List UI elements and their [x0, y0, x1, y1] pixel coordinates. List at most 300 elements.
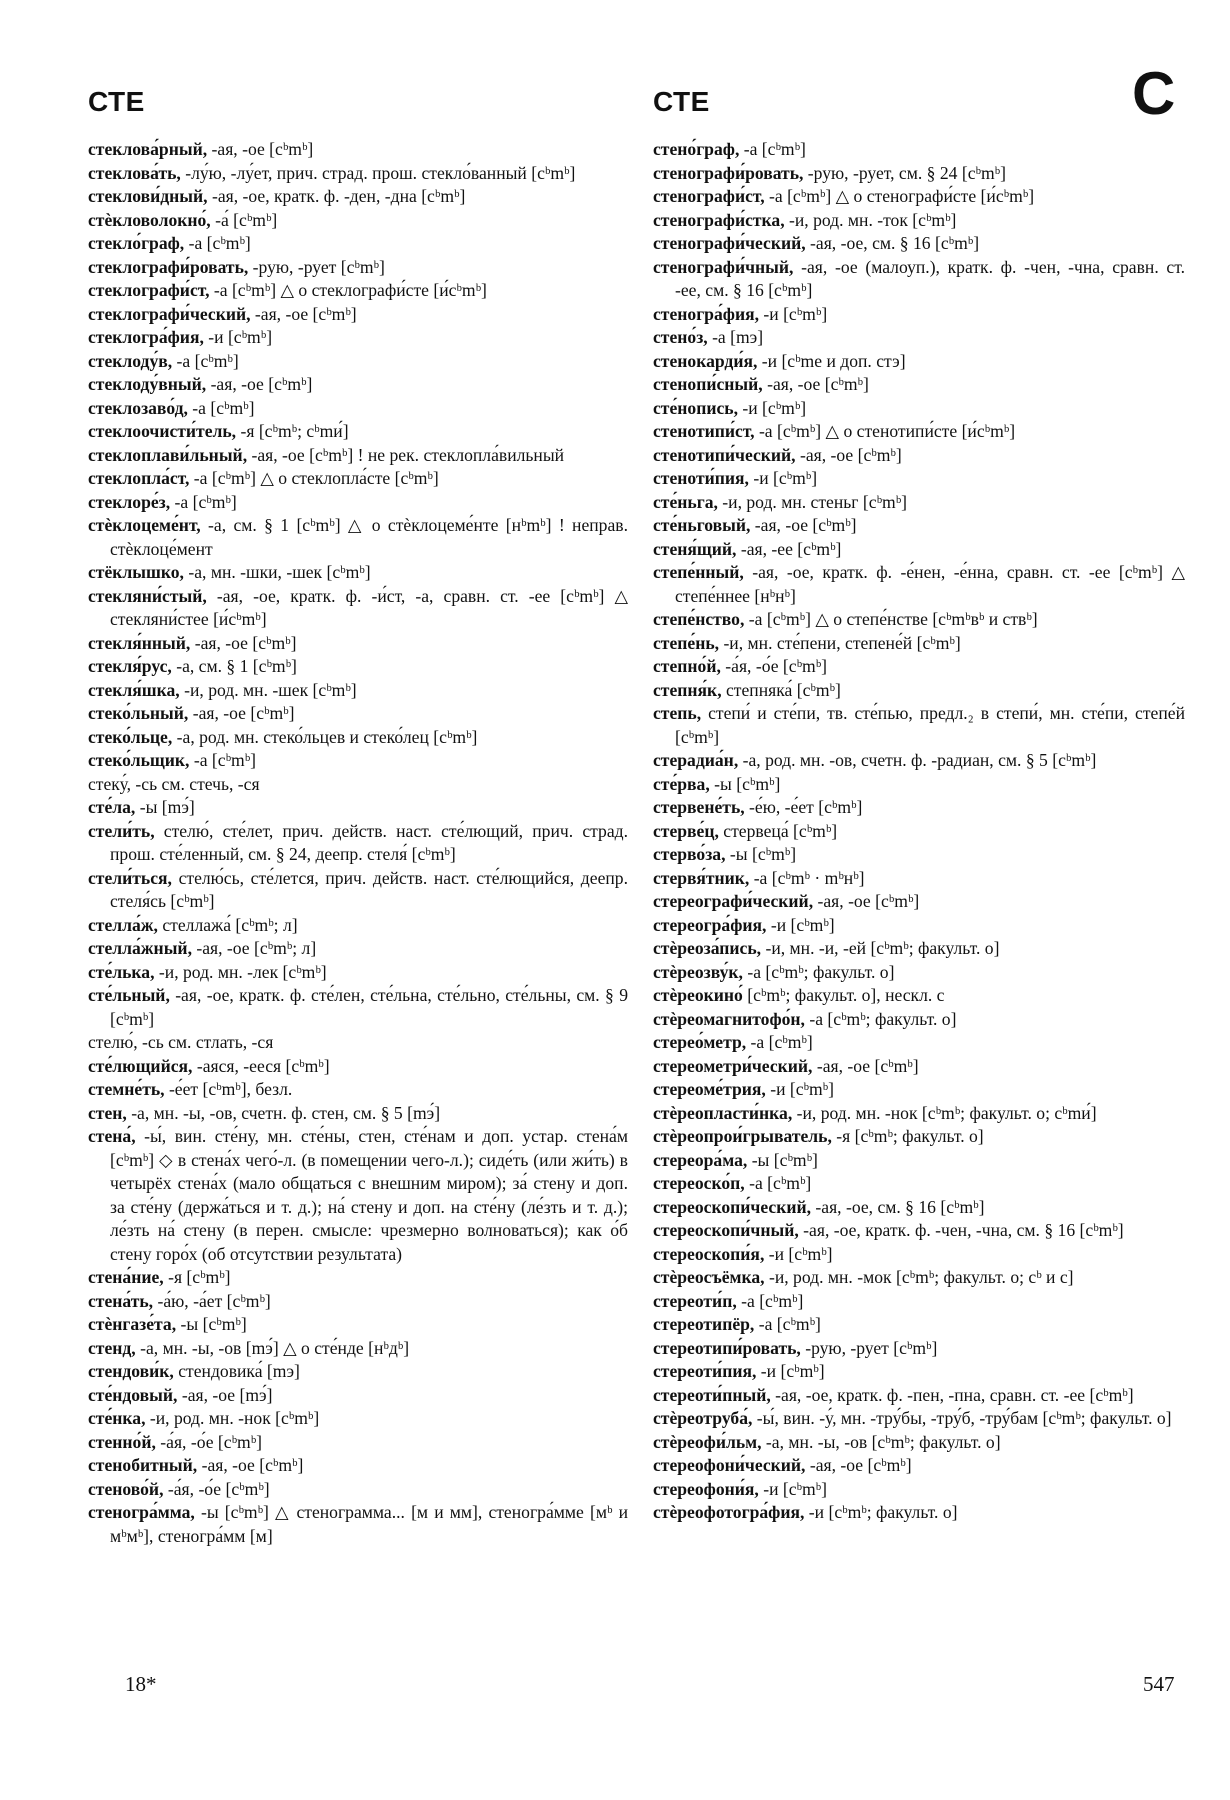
entry-body: -а́ [cᵇmᵇ]: [210, 209, 278, 230]
entry-headword: стереометри́ческий,: [653, 1055, 813, 1076]
entry-headword: стереора́ма,: [653, 1149, 748, 1170]
entry-body: -ая, -ое [cᵇmᵇ]: [812, 1055, 919, 1076]
entry-body: -ы [cᵇmᵇ] △ стенограмма... [м и мм], стеногра́мме [мᵇ и мᵇмᵇ], стеногра́мм [м]: [110, 1502, 628, 1546]
dictionary-entry: [88, 350, 628, 374]
entry-body: -ая, -ое [cᵇmᵇ]: [188, 703, 295, 723]
dictionary-entry: [88, 773, 628, 797]
dictionary-entry: [653, 538, 1185, 562]
entry-headword: стереоскопи́я,: [653, 1243, 765, 1264]
entry-headword: стѐреозву́к,: [653, 961, 743, 982]
entry-headword: стереотипи́ровать,: [653, 1337, 801, 1358]
dictionary-entry: [88, 1407, 628, 1431]
dictionary-entry: [653, 232, 1185, 256]
entry-body: -а [cᵇmᵇ; факульт. о]: [742, 961, 895, 982]
entry-body: -лу́ю, -лу́ет, прич. страд. прош. стекло́ванный [cᵇmᵇ]: [180, 162, 576, 183]
dictionary-entry: [88, 444, 628, 468]
entry-headword: стекляни́стый,: [88, 585, 207, 606]
entry-headword: стѐреофи́льм,: [653, 1431, 762, 1452]
entry-headword: стервя́тник,: [653, 867, 750, 888]
dictionary-entry: [653, 1266, 1185, 1290]
dictionary-entry: [88, 420, 628, 444]
entry-headword: стемне́ть,: [88, 1079, 165, 1099]
dictionary-entry: [653, 350, 1185, 374]
entry-body: -ы́, вин. -у́, мн. -тру́бы, -тру́б, -тру́бам [cᵇmᵇ; факульт. о]: [752, 1408, 1172, 1428]
dictionary-entry: [653, 1031, 1185, 1055]
entry-body: стелю́, сте́лет, прич. действ. наст. сте́лющий, прич. страд. прош. сте́ленный, см. § 24, деепр. стеля́ [cᵇmᵇ]: [110, 820, 628, 864]
entry-body: -и, мн. сте́пени, степене́й [cᵇmᵇ]: [719, 632, 961, 653]
entry-headword: стереоско́п,: [653, 1173, 745, 1193]
dictionary-entry: [653, 326, 1185, 350]
entry-headword: стеко́льный,: [88, 703, 189, 723]
dictionary-entry: [653, 843, 1185, 867]
entry-headword: степно́й,: [653, 656, 721, 676]
entry-headword: стѐнгазе́та,: [88, 1314, 177, 1334]
dictionary-entry: [88, 1266, 628, 1290]
entry-headword: стекло́граф,: [88, 233, 185, 253]
entry-body: -и [cᵇmᵇ]: [758, 1478, 827, 1499]
entry-headword: стен,: [88, 1102, 127, 1123]
dictionary-entry: [88, 373, 628, 397]
entry-body: -а, мн. -ы, -ов [mэ́] △ о сте́нде [нᵇдᵇ]: [135, 1337, 410, 1358]
dictionary-entry: [88, 514, 628, 561]
dictionary-entry: [88, 232, 628, 256]
entry-body: -ая, -ое [cᵇmᵇ]: [750, 515, 857, 535]
entry-headword: стеклоду́в,: [88, 350, 173, 371]
entry-headword: стеко́льце,: [88, 726, 173, 747]
entry-headword: стенографи́стка,: [653, 209, 785, 230]
dictionary-entry: [88, 1478, 628, 1502]
dictionary-entry: [653, 491, 1185, 515]
entry-body: -а, мн. -шки, -шек [cᵇmᵇ]: [183, 562, 371, 582]
entry-headword: стелла́жный,: [88, 938, 192, 958]
dictionary-entry: [88, 326, 628, 350]
entry-body: -ая, -ое [mэ́]: [177, 1384, 273, 1405]
left-column: [88, 138, 628, 1548]
entry-body: -а, род. мн. -ов, счетн. ф. -радиан, см. § 5 [cᵇmᵇ]: [738, 750, 1097, 770]
entry-headword: сте́рва,: [653, 773, 710, 794]
entry-headword: стелла́ж,: [88, 914, 158, 935]
dictionary-entry: [653, 961, 1185, 985]
page-number: 547: [1143, 1672, 1175, 1696]
entry-body: -и, род. мн. -лек [cᵇmᵇ]: [154, 961, 327, 982]
dictionary-entry: [88, 702, 628, 726]
entry-body: -а́я, -о́е [cᵇmᵇ]: [163, 1478, 270, 1499]
dictionary-entry: [88, 1337, 628, 1361]
entry-headword: стеклова́ть,: [88, 162, 181, 183]
entry-body: -и [cᵇmᵇ]: [765, 1079, 834, 1099]
entry-headword: стереофони́я,: [653, 1478, 759, 1499]
entry-headword: стекля́нный,: [88, 632, 191, 653]
dictionary-entry: [88, 914, 628, 938]
entry-body: -и [cᵇmᵇ]: [759, 303, 828, 324]
entry-headword: стеклоду́вный,: [88, 374, 207, 394]
entry-headword: стеногра́мма,: [88, 1502, 195, 1522]
entry-headword: стеклоплави́льный,: [88, 444, 248, 465]
dictionary-entry: [88, 632, 628, 656]
entry-body: -ы [cᵇmᵇ]: [176, 1314, 247, 1334]
entry-headword: стереотипёр,: [653, 1314, 755, 1334]
entry-body: -и, род. мн. -мок [cᵇmᵇ; факульт. о; cᵇ и с]: [764, 1267, 1074, 1287]
entry-body: -ы [mэ́]: [135, 797, 195, 817]
entry-body: -ая, -ое [cᵇmᵇ]: [197, 1455, 304, 1475]
entry-headword: степе́нный,: [653, 562, 744, 582]
entry-headword: стеко́льщик,: [88, 750, 190, 770]
dictionary-entry: [88, 162, 628, 186]
entry-body: -а [cᵇmᵇ] △ о стенографи́сте [и́cᵇmᵇ]: [764, 186, 1035, 206]
dictionary-entry: [88, 561, 628, 585]
entry-body: -а [cᵇmᵇ]: [744, 1173, 812, 1193]
dictionary-entry: [88, 984, 628, 1031]
dictionary-entry: [88, 1313, 628, 1337]
entry-body: -а [cᵇmᵇ] △ о стеклографи́сте [и́cᵇmᵇ]: [209, 280, 487, 300]
entry-body: -рую, -рует [cᵇmᵇ]: [248, 256, 385, 277]
dictionary-entry: [88, 796, 628, 820]
dictionary-entry: [653, 702, 1185, 749]
entry-body: -а́я, -о́е [cᵇmᵇ]: [155, 1431, 263, 1452]
entry-headword: стеня́щий,: [653, 538, 737, 559]
entry-headword: стереоскопи́чный,: [653, 1220, 799, 1240]
dictionary-entry: [653, 1125, 1185, 1149]
entry-headword: стереографи́ческий,: [653, 891, 814, 911]
entry-headword: стендови́к,: [88, 1361, 174, 1381]
entry-headword: стеклови́дный,: [88, 186, 208, 206]
entry-body: стелю́, -сь см. стлать, -ся: [88, 1032, 274, 1052]
entry-body: -ая, -ое, кратк. ф. -и́ст, -а, сравн. ст. -ее [cᵇmᵇ] △ стекляни́стее [и́cᵇmᵇ]: [110, 585, 628, 629]
entry-headword: стѐреофотогра́фия,: [653, 1502, 805, 1522]
dictionary-entry: [653, 608, 1185, 632]
right-column: [653, 138, 1185, 1525]
entry-body: -и, род. мн. -шек [cᵇmᵇ]: [179, 679, 357, 700]
entry-body: -ая, -ое [cᵇmᵇ]: [795, 444, 902, 465]
entry-headword: стѐреосъёмка,: [653, 1267, 765, 1287]
entry-headword: стекля́рус,: [88, 656, 172, 676]
entry-body: -а [cᵇmᵇ]: [754, 1314, 821, 1334]
entry-headword: стеклоре́з,: [88, 491, 171, 512]
entry-body: -ы́, вин. сте́ну, мн. сте́ны, стен, сте́нам и доп. устар. стена́м [cᵇmᵇ] ◇ в стена́х чего́-л. (в помещении чего-л.); сиде́ть (или жи́ть) в четырёх стена́х (мало общаться с внешним миром); за́ стену и доп. за сте́ну (держа́ться и т. д.); на́ стену и доп. на сте́ну (ле́зть и т. д.); ле́зть на́ стену (в перен. смысле: чрезмерно волноваться); как о́б стену горо́х (об отсутствии результата): [110, 1126, 628, 1264]
entry-headword: стерео́метр,: [653, 1032, 747, 1052]
entry-body: стеку́, -сь см. стечь, -ся: [88, 773, 260, 794]
running-head-left: СТЕ: [88, 86, 145, 117]
dictionary-entry: [88, 961, 628, 985]
entry-body: -и [cᵇmᵇ]: [766, 914, 835, 935]
entry-headword: стереофони́ческий,: [653, 1455, 806, 1475]
entry-body: -и [cᵇmᵇ]: [748, 468, 818, 488]
dictionary-entry: [653, 1078, 1185, 1102]
entry-headword: стеклова́рный,: [88, 139, 208, 159]
entry-headword: стерадиа́н,: [653, 750, 739, 770]
dictionary-entry: [653, 1196, 1185, 1220]
entry-body: -ы [cᵇmᵇ]: [725, 844, 797, 864]
entry-headword: стѐреоза́пись,: [653, 938, 762, 958]
dictionary-entry: [653, 561, 1185, 608]
dictionary-entry: [653, 1172, 1185, 1196]
entry-headword: сте́ла,: [88, 797, 136, 817]
entry-body: -а́ю, -а́ет [cᵇmᵇ]: [153, 1290, 271, 1311]
dictionary-entry: [653, 1149, 1185, 1173]
dictionary-entry: [88, 655, 628, 679]
entry-body: -а, род. мн. стеко́льцев и стеко́лец [cᵇmᵇ]: [172, 726, 478, 747]
running-head-right: СТЕ: [653, 86, 710, 117]
dictionary-entry: [88, 256, 628, 280]
entry-body: -аяся, -ееся [cᵇmᵇ]: [192, 1055, 330, 1076]
dictionary-entry: [653, 1337, 1185, 1361]
entry-headword: стеноти́пия,: [653, 468, 749, 488]
dictionary-entry: [88, 1290, 628, 1314]
dictionary-entry: [653, 890, 1185, 914]
entry-body: степи́ и сте́пи, тв. сте́пью, предл.₂ в степи́, мн. сте́пи, степе́й [cᵇmᵇ]: [675, 703, 1185, 747]
entry-headword: стенокарди́я,: [653, 350, 758, 371]
dictionary-entry: [88, 937, 628, 961]
entry-headword: стенографи́ческий,: [653, 233, 806, 253]
entry-headword: стенотипи́ческий,: [653, 444, 796, 465]
entry-body: -а́я, -о́е [cᵇmᵇ]: [720, 656, 828, 676]
dictionary-entry: [88, 1360, 628, 1384]
entry-headword: стеново́й,: [88, 1478, 164, 1499]
entry-headword: стереогра́фия,: [653, 914, 767, 935]
entry-body: -я [cᵇmᵇ; cᵇmи́]: [236, 421, 349, 441]
entry-headword: стенографи́ст,: [653, 186, 765, 206]
dictionary-entry: [653, 1407, 1185, 1431]
entry-body: -а, см. § 1 [cᵇmᵇ] △ о стѐклоцеме́нте [нᵇmᵇ] ! неправ. стѐклоце́мент: [110, 515, 628, 559]
entry-body: -ая, -ое, кратк. ф. -чен, -чна, см. § 16 [cᵇmᵇ]: [798, 1220, 1124, 1240]
entry-body: -и, род. мн. -ток [cᵇmᵇ]: [784, 209, 957, 230]
entry-headword: стена́,: [88, 1126, 136, 1146]
dictionary-entry: [88, 867, 628, 914]
dictionary-entry: [88, 397, 628, 421]
dictionary-entry: [653, 373, 1185, 397]
dictionary-entry: [653, 1290, 1185, 1314]
entry-body: -ая, -ое [cᵇmᵇ]: [206, 374, 313, 394]
entry-body: -а [cᵇmᵇ] △ о степе́нстве [cᵇmᵇвᵇ и ствᵇ]: [744, 609, 1038, 629]
entry-headword: стено́граф,: [653, 139, 740, 159]
section-letter: С: [1132, 60, 1176, 127]
entry-headword: стена́ть,: [88, 1290, 154, 1311]
entry-headword: стеклоочисти́тель,: [88, 421, 237, 441]
dictionary-entry: [88, 491, 628, 515]
entry-headword: стеногра́фия,: [653, 303, 759, 324]
dictionary-entry: [88, 1384, 628, 1408]
entry-body: -е́ю, -е́ет [cᵇmᵇ]: [744, 797, 863, 817]
entry-headword: стено́з,: [653, 327, 708, 347]
entry-body: -ая, -ое, кратк. ф. -пен, -пна, сравн. ст. -ее [cᵇmᵇ]: [770, 1384, 1134, 1405]
entry-body: -ая, -ое, см. § 16 [cᵇmᵇ]: [805, 233, 980, 253]
entry-body: -я [cᵇmᵇ; факульт. о]: [831, 1126, 984, 1146]
entry-body: [cᵇmᵇ; факульт. о], нескл. с: [742, 985, 945, 1005]
entry-headword: стѐреопрои́грыватель,: [653, 1126, 832, 1146]
dictionary-entry: [653, 937, 1185, 961]
dictionary-entry: [653, 820, 1185, 844]
entry-headword: стеклографи́ровать,: [88, 256, 249, 277]
dictionary-entry: [653, 1008, 1185, 1032]
dictionary-entry: [653, 162, 1185, 186]
entry-headword: стереоскопи́ческий,: [653, 1196, 812, 1217]
entry-headword: сте́ньговый,: [653, 515, 751, 535]
entry-headword: стѐреокино́: [653, 985, 743, 1005]
dictionary-entry: [653, 185, 1185, 209]
entry-body: -и, мн. -и, -ей [cᵇmᵇ; факульт. о]: [761, 938, 1000, 958]
dictionary-entry: [653, 796, 1185, 820]
dictionary-entry: [653, 209, 1185, 233]
entry-headword: стѐреотруба́,: [653, 1408, 753, 1428]
entry-body: -а [cᵇmᵇ]: [746, 1032, 813, 1052]
dictionary-entry: [653, 749, 1185, 773]
dictionary-entry: [88, 749, 628, 773]
dictionary-entry: [88, 1501, 628, 1548]
dictionary-entry: [653, 1501, 1185, 1525]
entry-body: стеллажа́ [cᵇmᵇ; л]: [157, 914, 298, 935]
entry-headword: стенобитный,: [88, 1455, 198, 1475]
entry-headword: стенографи́ровать,: [653, 162, 804, 183]
entry-headword: стеклогра́фия,: [88, 327, 204, 347]
dictionary-entry: [88, 1431, 628, 1455]
dictionary-entry: [653, 914, 1185, 938]
entry-body: -и [cᵇmᵇ]: [737, 397, 807, 418]
dictionary-entry: [88, 1125, 628, 1266]
entry-body: -и [cᵇmе и доп. стэ]: [757, 350, 906, 371]
dictionary-entry: [653, 467, 1185, 491]
dictionary-entry: [653, 632, 1185, 656]
entry-headword: стереоти́п,: [653, 1290, 737, 1311]
dictionary-entry: [653, 138, 1185, 162]
entry-headword: стеклопла́ст,: [88, 468, 190, 488]
entry-body: -и [cᵇmᵇ]: [764, 1243, 833, 1264]
entry-headword: стеклозаво́д,: [88, 397, 188, 418]
dictionary-entry: [653, 655, 1185, 679]
entry-body: -а [cᵇmᵇ]: [172, 350, 239, 371]
entry-body: -ая, -ое [cᵇmᵇ]: [250, 303, 357, 324]
entry-headword: степе́нь,: [653, 632, 720, 653]
entry-body: -ая, -ое [cᵇmᵇ]: [813, 891, 920, 911]
dictionary-entry: [653, 1219, 1185, 1243]
dictionary-entry: [88, 1055, 628, 1079]
entry-headword: сте́нопись,: [653, 397, 738, 418]
entry-headword: сте́лька,: [88, 961, 155, 982]
printer-signature: 18*: [125, 1672, 157, 1696]
entry-body: -е́ет [cᵇmᵇ], безл.: [164, 1079, 293, 1099]
entry-body: -и, род. мн. -нок [cᵇmᵇ; факульт. о; cᵇmи́]: [792, 1102, 1097, 1123]
dictionary-entry: [88, 303, 628, 327]
entry-headword: стенопи́сный,: [653, 374, 763, 394]
dictionary-entry: [653, 679, 1185, 703]
dictionary-entry: [653, 1431, 1185, 1455]
entry-body: -ая, -ое [cᵇmᵇ]: [207, 139, 314, 159]
entry-body: степняка́ [cᵇmᵇ]: [721, 679, 841, 700]
dictionary-entry: [88, 209, 628, 233]
dictionary-entry: [653, 397, 1185, 421]
entry-headword: стёклышко,: [88, 562, 184, 582]
entry-body: -я [cᵇmᵇ]: [163, 1267, 231, 1287]
dictionary-entry: [653, 420, 1185, 444]
dictionary-entry: [653, 1454, 1185, 1478]
dictionary-entry: [88, 1454, 628, 1478]
entry-headword: стенотипи́ст,: [653, 421, 755, 441]
entry-body: -ы [cᵇmᵇ]: [709, 773, 781, 794]
entry-headword: степня́к,: [653, 679, 722, 700]
entry-body: -а [cᵇmᵇ]: [184, 233, 251, 253]
entry-headword: стеклографи́ческий,: [88, 303, 251, 324]
entry-headword: стели́ть,: [88, 820, 155, 841]
entry-body: стервеца́ [cᵇmᵇ]: [718, 820, 838, 841]
entry-headword: сте́ндовый,: [88, 1384, 178, 1405]
entry-body: -и [cᵇmᵇ]: [756, 1361, 825, 1381]
dictionary-entry: [653, 1478, 1185, 1502]
entry-body: -а [cᵇmᵇ]: [170, 491, 237, 512]
entry-body: -ая, -ое, кратк. ф. -е́нен, -е́нна, сравн. ст. -ее [cᵇmᵇ] △ степе́ннее [нᵇнᵇ]: [675, 562, 1185, 606]
entry-body: -ая, -ое, кратк. ф. сте́лен, сте́льна, сте́льно, сте́льны, см. § 9 [cᵇmᵇ]: [110, 985, 628, 1029]
entry-headword: стеклографи́ст,: [88, 280, 210, 300]
entry-headword: сте́льный,: [88, 985, 170, 1005]
entry-headword: стѐреомагнитофо́н,: [653, 1008, 805, 1029]
entry-body: -а, мн. -ы, -ов [cᵇmᵇ; факульт. о]: [761, 1431, 1001, 1452]
dictionary-entry: [88, 138, 628, 162]
dictionary-entry: [653, 303, 1185, 327]
dictionary-entry: [653, 1360, 1185, 1384]
entry-body: -ая, -ое, кратк. ф. -ден, -дна [cᵇmᵇ]: [207, 186, 466, 206]
entry-body: -ая, -ое [cᵇmᵇ]: [190, 632, 297, 653]
entry-headword: степь,: [653, 703, 702, 723]
entry-headword: стервене́ть,: [653, 797, 745, 817]
dictionary-entry: [88, 1031, 628, 1055]
entry-headword: сте́нка,: [88, 1408, 146, 1428]
entry-headword: стѐреопласти́нка,: [653, 1102, 793, 1123]
dictionary-entry: [653, 256, 1185, 303]
entry-body: -а [cᵇmᵇ]: [736, 1290, 804, 1311]
entry-body: -рую, -рует, см. § 24 [cᵇmᵇ]: [803, 162, 1006, 183]
dictionary-entry: [653, 1384, 1185, 1408]
dictionary-entry: [653, 444, 1185, 468]
entry-headword: стекля́шка,: [88, 679, 180, 700]
dictionary-entry: [653, 1102, 1185, 1126]
dictionary-entry: [653, 1313, 1185, 1337]
dictionary-entry: [653, 514, 1185, 538]
entry-body: -и [cᵇmᵇ]: [203, 327, 273, 347]
dictionary-entry: [88, 467, 628, 491]
dictionary-entry: [88, 726, 628, 750]
entry-headword: сте́лющийся,: [88, 1055, 193, 1076]
entry-headword: стена́ние,: [88, 1267, 164, 1287]
dictionary-entry: [88, 585, 628, 632]
entry-headword: сте́ньга,: [653, 491, 718, 512]
entry-body: -ая, -ое [cᵇmᵇ; л]: [191, 938, 317, 958]
entry-headword: стерве́ц,: [653, 820, 719, 841]
dictionary-entry: [88, 1102, 628, 1126]
entry-body: -а [cᵇmᵇ · mᵇнᵇ]: [749, 867, 865, 888]
dictionary-entry: [88, 820, 628, 867]
dictionary-entry: [653, 984, 1185, 1008]
entry-headword: стереоти́пия,: [653, 1361, 757, 1381]
entry-headword: стенд,: [88, 1337, 136, 1358]
entry-headword: стенографи́чный,: [653, 256, 794, 277]
entry-body: -ая, -ое [cᵇmᵇ]: [805, 1455, 912, 1475]
entry-body: -ы [cᵇmᵇ]: [747, 1149, 818, 1170]
entry-body: -а, см. § 1 [cᵇmᵇ]: [171, 656, 297, 676]
entry-headword: стели́ться,: [88, 867, 172, 888]
entry-headword: степе́нство,: [653, 609, 745, 629]
entry-body: -ая, -ее [cᵇmᵇ]: [736, 538, 842, 559]
entry-body: стелю́сь, сте́лется, прич. действ. наст. сте́лющийся, деепр. стеля́сь [cᵇmᵇ]: [110, 867, 628, 911]
entry-headword: стѐклоцеме́нт,: [88, 515, 201, 535]
dictionary-entry: [653, 1243, 1185, 1267]
entry-headword: стереоме́трия,: [653, 1079, 766, 1099]
entry-body: -и [cᵇmᵇ; факульт. о]: [804, 1502, 958, 1522]
dictionary-entry: [88, 679, 628, 703]
entry-body: стендовика́ [mэ]: [173, 1361, 300, 1381]
dictionary-entry: [88, 185, 628, 209]
entry-body: -ая, -ое, см. § 16 [cᵇmᵇ]: [811, 1196, 985, 1217]
entry-body: -а [cᵇmᵇ] △ о стеклопла́сте [cᵇmᵇ]: [189, 468, 439, 488]
entry-headword: стенно́й,: [88, 1431, 156, 1452]
entry-body: -а [cᵇmᵇ] △ о стенотипи́сте [и́cᵇmᵇ]: [754, 421, 1016, 441]
